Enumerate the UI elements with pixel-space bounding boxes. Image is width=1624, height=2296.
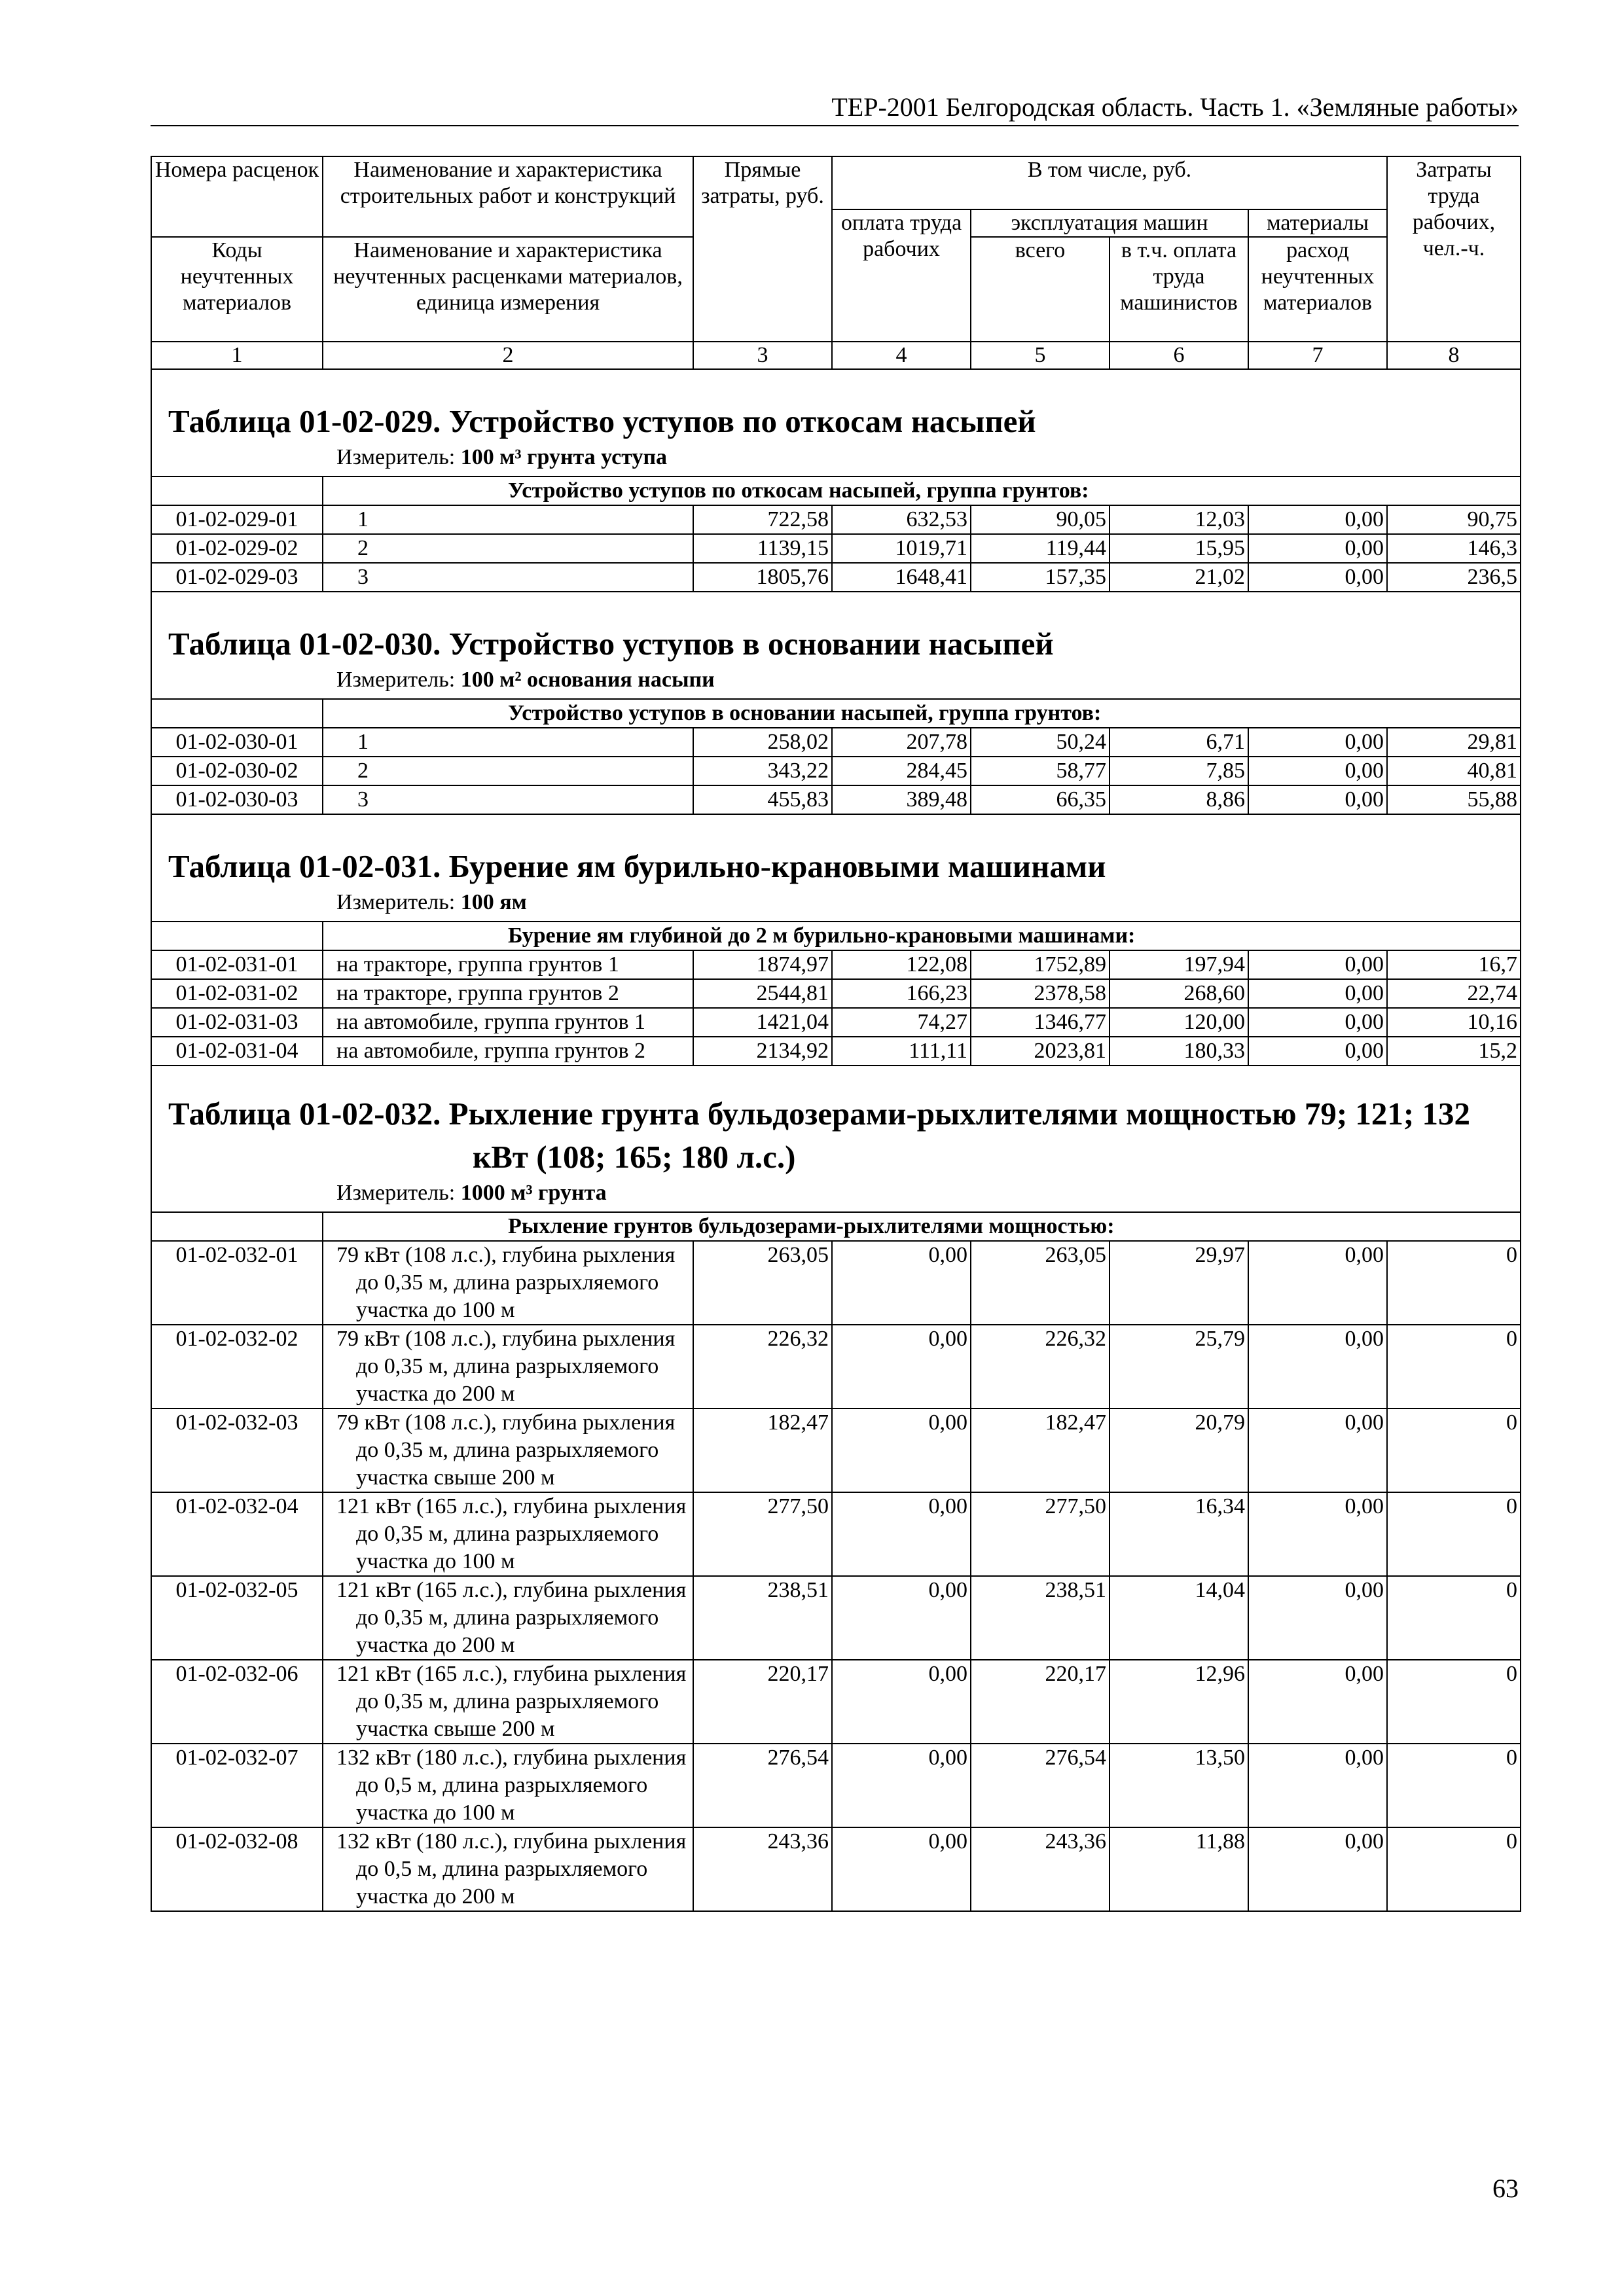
rate-value: 220,17	[693, 1660, 832, 1744]
rate-value: 0,00	[1248, 1408, 1387, 1492]
column-number: 2	[323, 342, 693, 369]
rate-value: 182,47	[693, 1408, 832, 1492]
rate-value: 1874,97	[693, 950, 832, 979]
rate-code: 01-02-029-01	[151, 505, 323, 534]
rate-value: 50,24	[971, 728, 1110, 757]
column-number: 6	[1110, 342, 1248, 369]
rate-name: 79 кВт (108 л.с.), глубина рыхления до 0,35 м, длина разрыхляемого участка свыше 200 м	[323, 1408, 693, 1492]
group-label: Рыхление грунтов бульдозерами-рыхлителями мощностью:	[323, 1212, 1521, 1241]
section-title: Таблица 01-02-030. Устройство уступов в основании насыпей	[168, 626, 1054, 662]
rate-value: 74,27	[832, 1008, 971, 1037]
header-worker-pay: оплата труда рабочих	[832, 209, 971, 342]
rate-value: 2023,81	[971, 1037, 1110, 1066]
rate-value: 455,83	[693, 785, 832, 814]
rate-value: 0	[1387, 1408, 1521, 1492]
rate-name: 132 кВт (180 л.с.), глубина рыхления до 0,5 м, длина разрыхляемого участка до 200 м	[323, 1827, 693, 1911]
section-measure: Измеритель: 100 ям	[336, 890, 527, 914]
rates-table	[151, 156, 1521, 1912]
rate-name: 2	[323, 534, 693, 563]
rate-name: 1	[323, 728, 693, 757]
rate-code: 01-02-029-03	[151, 563, 323, 592]
rate-value: 40,81	[1387, 757, 1521, 785]
section-01-02-032	[151, 1066, 1521, 1911]
rate-value: 13,50	[1110, 1744, 1248, 1827]
rate-value: 0	[1387, 1325, 1521, 1408]
table-row	[151, 1037, 1521, 1066]
rate-value: 29,81	[1387, 728, 1521, 757]
rate-value: 243,36	[971, 1827, 1110, 1911]
section-title: Таблица 01-02-029. Устройство уступов по откосам насыпей	[168, 403, 1036, 439]
group-label: Устройство уступов в основании насыпей, группа грунтов:	[323, 699, 1521, 728]
rate-value: 111,11	[832, 1037, 971, 1066]
table-row	[151, 950, 1521, 979]
rate-value: 238,51	[693, 1576, 832, 1660]
rate-value: 632,53	[832, 505, 971, 534]
rate-name: на автомобиле, группа грунтов 2	[323, 1037, 693, 1066]
table-header	[151, 156, 1521, 369]
rate-value: 0,00	[1248, 505, 1387, 534]
rate-value: 0,00	[832, 1576, 971, 1660]
rate-value: 6,71	[1110, 728, 1248, 757]
rate-value: 0,00	[1248, 785, 1387, 814]
table-row	[151, 1576, 1521, 1660]
section-measure: Измеритель: 100 м² основания насыпи	[336, 668, 715, 692]
rate-name: 3	[323, 563, 693, 592]
rate-value: 157,35	[971, 563, 1110, 592]
column-number: 1	[151, 342, 323, 369]
rate-name: 121 кВт (165 л.с.), глубина рыхления до 0,35 м, длина разрыхляемого участка до 200 м	[323, 1576, 693, 1660]
rate-value: 0,00	[832, 1827, 971, 1911]
rate-value: 166,23	[832, 979, 971, 1008]
table-row	[151, 1408, 1521, 1492]
section-title-cell	[151, 814, 1521, 922]
rate-value: 182,47	[971, 1408, 1110, 1492]
column-number: 4	[832, 342, 971, 369]
header-rate-numbers: Номера расценок	[151, 156, 323, 209]
rate-code: 01-02-032-04	[151, 1492, 323, 1576]
rate-value: 16,7	[1387, 950, 1521, 979]
rate-value: 15,95	[1110, 534, 1248, 563]
table-row	[151, 534, 1521, 563]
rate-value: 22,74	[1387, 979, 1521, 1008]
rate-value: 268,60	[1110, 979, 1248, 1008]
rate-name: на тракторе, группа грунтов 2	[323, 979, 693, 1008]
rate-value: 389,48	[832, 785, 971, 814]
rate-value: 1019,71	[832, 534, 971, 563]
rate-value: 0,00	[1248, 1008, 1387, 1037]
table-row	[151, 785, 1521, 814]
rate-value: 120,00	[1110, 1008, 1248, 1037]
rate-value: 90,05	[971, 505, 1110, 534]
rate-value: 0,00	[1248, 728, 1387, 757]
rate-value: 0,00	[1248, 563, 1387, 592]
header-material-codes: Коды неучтенных материалов	[151, 237, 323, 342]
section-01-02-029	[151, 369, 1521, 592]
header-material-names: Наименование и характеристика неучтенных расценками материалов, единица измерения	[323, 237, 693, 342]
rate-value: 276,54	[971, 1744, 1110, 1827]
rate-value: 0,00	[1248, 534, 1387, 563]
rate-value: 0	[1387, 1576, 1521, 1660]
rate-value: 0	[1387, 1492, 1521, 1576]
rate-value: 11,88	[1110, 1827, 1248, 1911]
rate-value: 15,2	[1387, 1037, 1521, 1066]
header-material-consumption: расход неучтенных материалов	[1248, 237, 1387, 342]
header-labor-costs: Затраты труда рабочих, чел.-ч.	[1387, 156, 1521, 342]
section-01-02-031	[151, 814, 1521, 1066]
rate-name: 132 кВт (180 л.с.), глубина рыхления до 0,5 м, длина разрыхляемого участка до 100 м	[323, 1744, 693, 1827]
rate-code: 01-02-029-02	[151, 534, 323, 563]
rate-value: 258,02	[693, 728, 832, 757]
rate-value: 0,00	[1248, 1576, 1387, 1660]
rate-value: 1139,15	[693, 534, 832, 563]
rate-value: 7,85	[1110, 757, 1248, 785]
rate-value: 21,02	[1110, 563, 1248, 592]
table-row	[151, 1660, 1521, 1744]
rate-value: 90,75	[1387, 505, 1521, 534]
section-title: Таблица 01-02-031. Бурение ям бурильно-крановыми машинами	[168, 848, 1106, 884]
rate-value: 1421,04	[693, 1008, 832, 1037]
rate-code: 01-02-031-03	[151, 1008, 323, 1037]
header-materials: материалы	[1248, 209, 1387, 237]
rate-value: 0,00	[1248, 1325, 1387, 1408]
rate-value: 0,00	[832, 1408, 971, 1492]
table-row	[151, 1492, 1521, 1576]
column-number: 8	[1387, 342, 1521, 369]
column-number: 5	[971, 342, 1110, 369]
header-including: В том числе, руб.	[832, 156, 1387, 209]
table-row	[151, 1325, 1521, 1408]
rate-value: 1648,41	[832, 563, 971, 592]
rate-name: на автомобиле, группа грунтов 1	[323, 1008, 693, 1037]
rate-value: 0,00	[1248, 1744, 1387, 1827]
group-label: Бурение ям глубиной до 2 м бурильно-крановыми машинами:	[323, 922, 1521, 950]
rate-code: 01-02-032-08	[151, 1827, 323, 1911]
rate-value: 55,88	[1387, 785, 1521, 814]
rate-value: 12,03	[1110, 505, 1248, 534]
table-row	[151, 728, 1521, 757]
rate-value: 0,00	[1248, 1660, 1387, 1744]
rate-value: 1752,89	[971, 950, 1110, 979]
rate-name: 3	[323, 785, 693, 814]
rate-value: 0,00	[832, 1325, 971, 1408]
rate-name: на тракторе, группа грунтов 1	[323, 950, 693, 979]
rate-name: 79 кВт (108 л.с.), глубина рыхления до 0,35 м, длина разрыхляемого участка до 100 м	[323, 1241, 693, 1325]
table-row	[151, 563, 1521, 592]
rate-value: 8,86	[1110, 785, 1248, 814]
rate-value: 0	[1387, 1241, 1521, 1325]
section-title-cell	[151, 592, 1521, 699]
rate-value: 0,00	[1248, 950, 1387, 979]
table-row	[151, 1241, 1521, 1325]
rate-value: 2544,81	[693, 979, 832, 1008]
rate-value: 25,79	[1110, 1325, 1248, 1408]
rate-value: 0,00	[1248, 1492, 1387, 1576]
rate-value: 0,00	[1248, 1827, 1387, 1911]
section-01-02-030	[151, 592, 1521, 814]
header-direct-costs: Прямые затраты, руб.	[693, 156, 832, 342]
rate-value: 263,05	[693, 1241, 832, 1325]
rate-value: 1346,77	[971, 1008, 1110, 1037]
rate-code: 01-02-030-02	[151, 757, 323, 785]
rate-value: 0,00	[1248, 1241, 1387, 1325]
rate-code: 01-02-032-07	[151, 1744, 323, 1827]
rate-value: 0,00	[832, 1492, 971, 1576]
rate-code: 01-02-032-03	[151, 1408, 323, 1492]
rate-code: 01-02-032-01	[151, 1241, 323, 1325]
table-row	[151, 505, 1521, 534]
rate-value: 236,5	[1387, 563, 1521, 592]
rate-value: 0,00	[832, 1660, 971, 1744]
rate-value: 29,97	[1110, 1241, 1248, 1325]
section-title-cell	[151, 369, 1521, 476]
rate-code: 01-02-031-02	[151, 979, 323, 1008]
rate-value: 243,36	[693, 1827, 832, 1911]
header-work-name: Наименование и характеристика строительных работ и конструкций	[323, 156, 693, 209]
rate-value: 263,05	[971, 1241, 1110, 1325]
section-measure: Измеритель: 1000 м³ грунта	[336, 1181, 607, 1205]
rate-value: 180,33	[1110, 1037, 1248, 1066]
header-rate-numbers-cont	[151, 209, 323, 237]
rate-value: 226,32	[971, 1325, 1110, 1408]
header-operator-pay: в т.ч. оплата труда машинистов	[1110, 237, 1248, 342]
rate-name: 121 кВт (165 л.с.), глубина рыхления до 0,35 м, длина разрыхляемого участка свыше 200 м	[323, 1660, 693, 1744]
rate-code: 01-02-030-03	[151, 785, 323, 814]
running-header: ТЕР-2001 Белгородская область. Часть 1. «Земляные работы»	[151, 92, 1519, 126]
rate-name: 79 кВт (108 л.с.), глубина рыхления до 0,35 м, длина разрыхляемого участка до 200 м	[323, 1325, 693, 1408]
rate-value: 277,50	[971, 1492, 1110, 1576]
rate-value: 16,34	[1110, 1492, 1248, 1576]
table-row	[151, 757, 1521, 785]
rate-value: 146,3	[1387, 534, 1521, 563]
rate-code: 01-02-031-04	[151, 1037, 323, 1066]
rate-code: 01-02-032-06	[151, 1660, 323, 1744]
column-numbers-row	[151, 342, 1521, 369]
rate-value: 0	[1387, 1827, 1521, 1911]
rate-value: 119,44	[971, 534, 1110, 563]
rate-value: 0,00	[1248, 1037, 1387, 1066]
rate-value: 20,79	[1110, 1408, 1248, 1492]
rate-value: 0,00	[832, 1241, 971, 1325]
rate-value: 722,58	[693, 505, 832, 534]
section-measure: Измеритель: 100 м³ грунта уступа	[336, 445, 668, 469]
page-number: 63	[1492, 2174, 1519, 2203]
rate-name: 2	[323, 757, 693, 785]
rate-value: 12,96	[1110, 1660, 1248, 1744]
rate-value: 14,04	[1110, 1576, 1248, 1660]
header-machine-operation: эксплуатация машин	[971, 209, 1248, 237]
rate-value: 2378,58	[971, 979, 1110, 1008]
rate-value: 0,00	[1248, 979, 1387, 1008]
rate-value: 0	[1387, 1660, 1521, 1744]
rate-value: 122,08	[832, 950, 971, 979]
rate-value: 66,35	[971, 785, 1110, 814]
rate-value: 0,00	[832, 1744, 971, 1827]
rate-code: 01-02-032-02	[151, 1325, 323, 1408]
rate-code: 01-02-032-05	[151, 1576, 323, 1660]
rate-value: 238,51	[971, 1576, 1110, 1660]
rate-code: 01-02-030-01	[151, 728, 323, 757]
group-label: Устройство уступов по откосам насыпей, группа грунтов:	[323, 476, 1521, 505]
table-row	[151, 1827, 1521, 1911]
rate-value: 197,94	[1110, 950, 1248, 979]
column-number: 7	[1248, 342, 1387, 369]
rate-value: 220,17	[971, 1660, 1110, 1744]
header-machines-total: всего	[971, 237, 1110, 342]
rate-value: 2134,92	[693, 1037, 832, 1066]
rate-value: 276,54	[693, 1744, 832, 1827]
rate-value: 58,77	[971, 757, 1110, 785]
rate-code: 01-02-031-01	[151, 950, 323, 979]
table-row	[151, 979, 1521, 1008]
column-number: 3	[693, 342, 832, 369]
rate-value: 277,50	[693, 1492, 832, 1576]
rate-value: 284,45	[832, 757, 971, 785]
section-title-cell	[151, 1066, 1521, 1212]
rate-value: 0,00	[1248, 757, 1387, 785]
rate-name: 1	[323, 505, 693, 534]
rate-value: 10,16	[1387, 1008, 1521, 1037]
rate-value: 226,32	[693, 1325, 832, 1408]
rate-value: 207,78	[832, 728, 971, 757]
table-row	[151, 1744, 1521, 1827]
rate-value: 0	[1387, 1744, 1521, 1827]
rate-value: 343,22	[693, 757, 832, 785]
table-row	[151, 1008, 1521, 1037]
section-title: Таблица 01-02-032. Рыхление грунта бульдозерами-рыхлителями мощностью 79; 121; 132 кВт (108; 165; 180 л.с.)	[168, 1096, 1470, 1175]
rate-value: 1805,76	[693, 563, 832, 592]
header-work-name-cont	[323, 209, 693, 237]
rate-name: 121 кВт (165 л.с.), глубина рыхления до 0,35 м, длина разрыхляемого участка до 100 м	[323, 1492, 693, 1576]
